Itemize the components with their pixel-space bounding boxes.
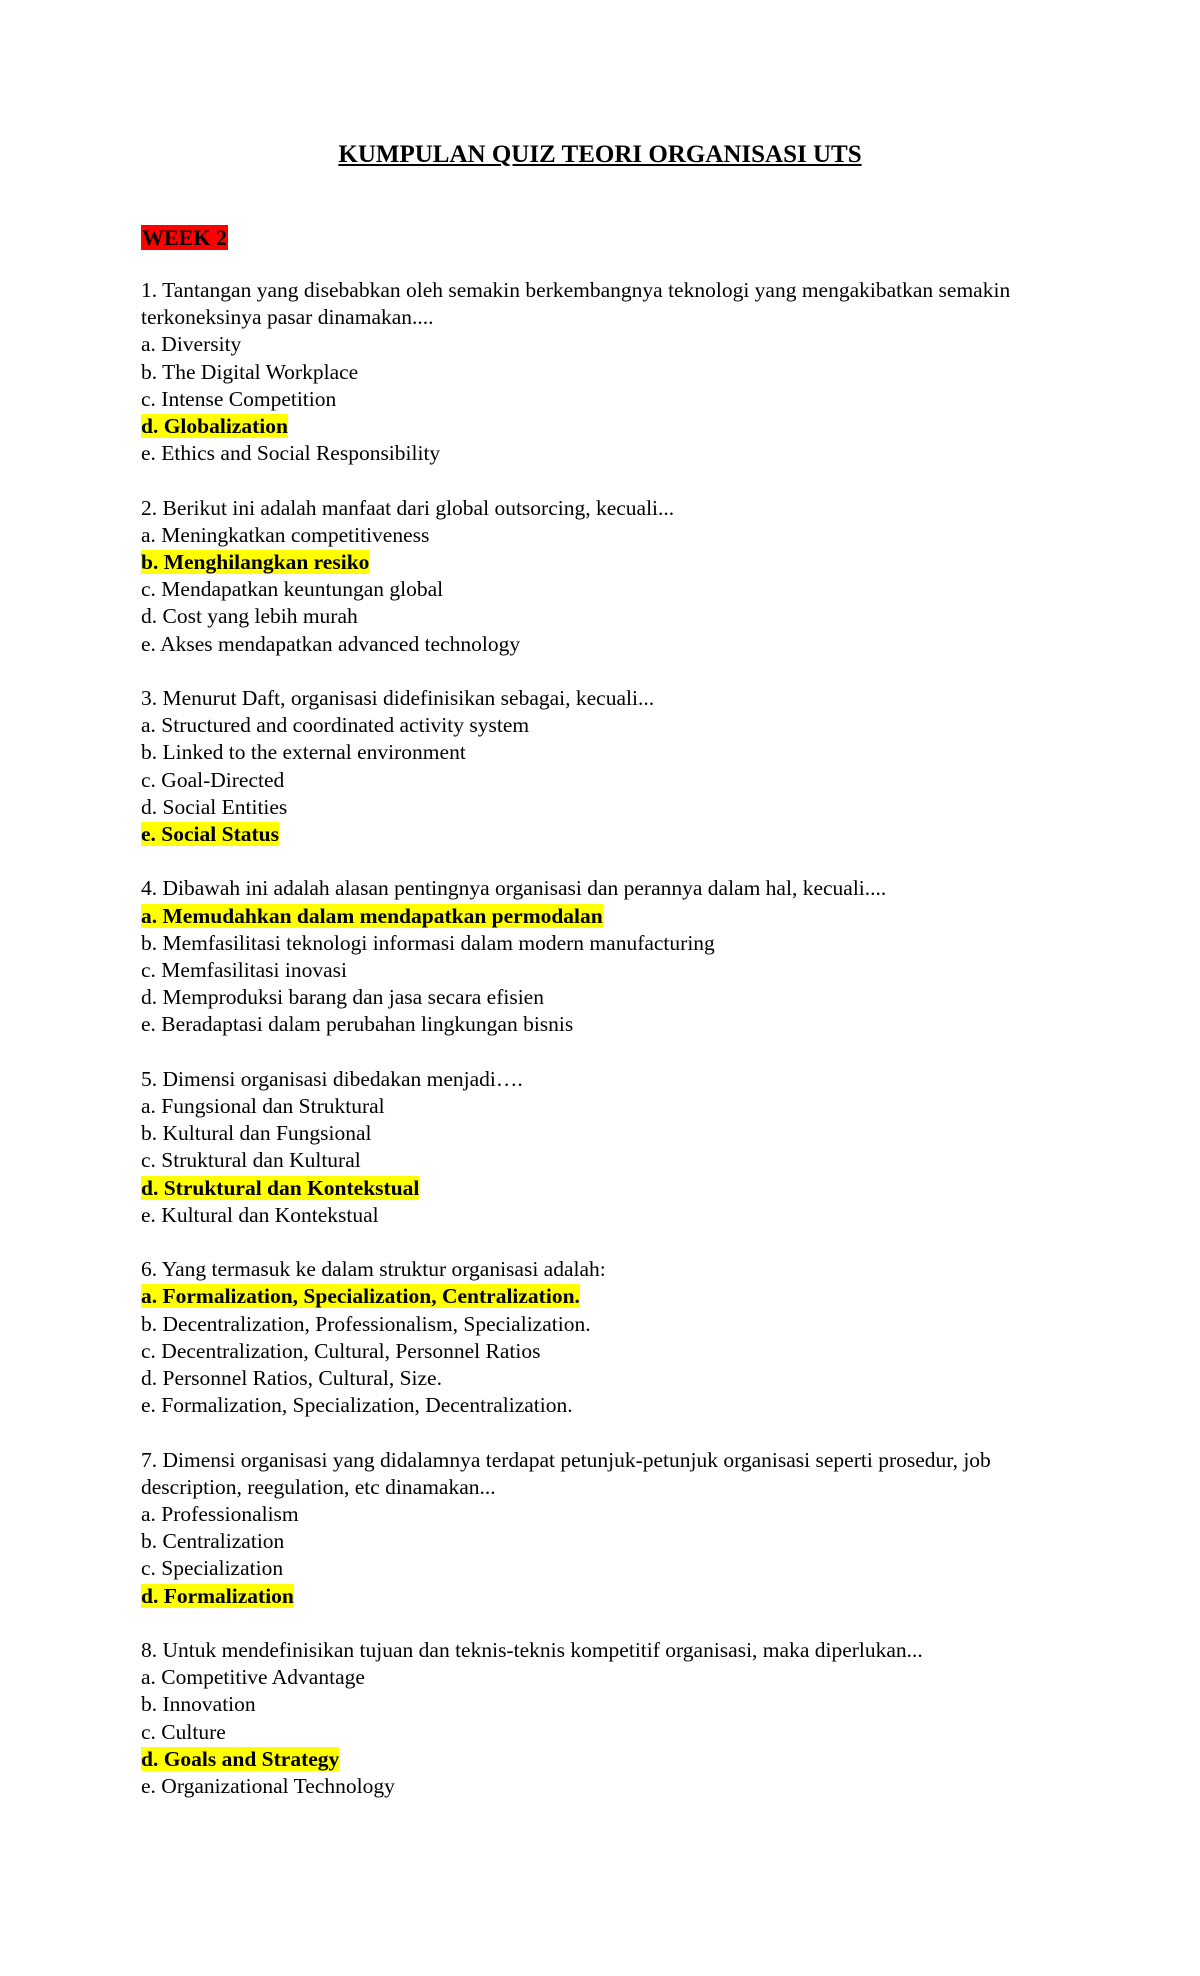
document-title: KUMPULAN QUIZ TEORI ORGANISASI UTS [338, 141, 862, 168]
question-7 [141, 1447, 1061, 1610]
answer-option [141, 1392, 1061, 1419]
answer-option [141, 957, 1061, 984]
answer-option-text: d. Cost yang lebih murah [141, 604, 358, 629]
answer-option [141, 1120, 1061, 1147]
week-label-text: WEEK 2 [142, 225, 227, 250]
answer-option [141, 1691, 1061, 1718]
question-text: 7. Dimensi organisasi yang didalamnya terdapat petunjuk-petunjuk organisasi seperti prosedur, job description, reegulation, etc dinamakan... [141, 1447, 991, 1499]
answer-option [141, 359, 1061, 386]
answer-option-text: e. Kultural dan Kontekstual [141, 1202, 379, 1227]
answer-option-text: d. Globalization [141, 414, 288, 439]
answer-option-text: d. Goals and Strategy [141, 1746, 340, 1771]
correct-answer-option [141, 821, 1061, 848]
answer-option [141, 1528, 1061, 1555]
answer-option [141, 1555, 1061, 1582]
answer-option-text: b. Innovation [141, 1692, 256, 1717]
answer-option [141, 386, 1061, 413]
answer-option [141, 1338, 1061, 1365]
correct-answer-option [141, 1746, 1061, 1773]
question-text: 4. Dibawah ini adalah alasan pentingnya organisasi dan perannya dalam hal, kecuali.... [141, 876, 887, 901]
answer-option-text: e. Beradaptasi dalam perubahan lingkungan bisnis [141, 1012, 574, 1037]
answer-option [141, 576, 1061, 603]
question-1 [141, 277, 1061, 467]
answer-option-text: c. Memfasilitasi inovasi [141, 958, 348, 983]
question-text: 3. Menurut Daft, organisasi didefinisikan sebagai, kecuali... [141, 686, 655, 711]
answer-option-text: a. Structured and coordinated activity system [141, 713, 530, 738]
answer-option-text: b. Centralization [141, 1529, 285, 1554]
answer-option-text: e. Ethics and Social Responsibility [141, 441, 441, 466]
answer-option-text: a. Diversity [141, 332, 242, 357]
week-label [141, 224, 228, 252]
answer-option [141, 1093, 1061, 1120]
question-5 [141, 1066, 1061, 1229]
question-8 [141, 1637, 1061, 1800]
answer-option [141, 712, 1061, 739]
question-4 [141, 875, 1061, 1038]
answer-option-text: b. Linked to the external environment [141, 740, 466, 765]
answer-option-text: b. Kultural dan Fungsional [141, 1121, 372, 1146]
answer-option-text: d. Personnel Ratios, Cultural, Size. [141, 1366, 442, 1391]
answer-option [141, 767, 1061, 794]
answer-option [141, 631, 1061, 658]
answer-option-text: a. Professionalism [141, 1502, 299, 1527]
answer-option-text: a. Competitive Advantage [141, 1665, 365, 1690]
answer-option [141, 1147, 1061, 1174]
answer-option-text: e. Social Status [141, 822, 279, 847]
answer-option [141, 440, 1061, 467]
answer-option [141, 603, 1061, 630]
question-text: 5. Dimensi organisasi dibedakan menjadi…. [141, 1066, 523, 1091]
answer-option [141, 1311, 1061, 1338]
question-text: 1. Tantangan yang disebabkan oleh semakin berkembangnya teknologi yang mengakibatkan semakin terkoneksinya pasar dinamakan.... [141, 278, 1011, 330]
correct-answer-option [141, 1175, 1061, 1202]
question-text: 2. Berikut ini adalah manfaat dari global outsorcing, kecuali... [141, 495, 675, 520]
answer-option [141, 331, 1061, 358]
answer-option-text: e. Organizational Technology [141, 1774, 395, 1799]
answer-option [141, 1011, 1061, 1038]
answer-option-text: e. Formalization, Specialization, Decentralization. [141, 1393, 573, 1418]
answer-option [141, 1719, 1061, 1746]
correct-answer-option [141, 1583, 1061, 1610]
question-text: 6. Yang termasuk ke dalam struktur organisasi adalah: [141, 1257, 606, 1282]
answer-option-text: a. Fungsional dan Struktural [141, 1094, 385, 1119]
answer-option-text: b. The Digital Workplace [141, 359, 359, 384]
answer-option-text: e. Akses mendapatkan advanced technology [141, 631, 521, 656]
correct-answer-option [141, 549, 1061, 576]
answer-option [141, 1664, 1061, 1691]
answer-option [141, 984, 1061, 1011]
answer-option-text: b. Decentralization, Professionalism, Specialization. [141, 1311, 591, 1336]
answer-option-text: b. Menghilangkan resiko [141, 550, 370, 575]
answer-option [141, 1202, 1061, 1229]
correct-answer-option [141, 1283, 1061, 1310]
answer-option-text: b. Memfasilitasi teknologi informasi dalam modern manufacturing [141, 930, 715, 955]
answer-option-text: a. Memudahkan dalam mendapatkan permodalan [141, 903, 603, 928]
answer-option [141, 1501, 1061, 1528]
question-2 [141, 495, 1061, 658]
answer-option [141, 930, 1061, 957]
question-3 [141, 685, 1061, 848]
answer-option [141, 739, 1061, 766]
answer-option [141, 1365, 1061, 1392]
answer-option [141, 522, 1061, 549]
answer-option-text: c. Specialization [141, 1556, 284, 1581]
question-text: 8. Untuk mendefinisikan tujuan dan teknis-teknis kompetitif organisasi, maka diperlukan... [141, 1638, 923, 1663]
answer-option-text: c. Goal-Directed [141, 767, 285, 792]
answer-option-text: d. Memproduksi barang dan jasa secara efisien [141, 985, 544, 1010]
question-6 [141, 1256, 1061, 1419]
answer-option-text: d. Struktural dan Kontekstual [141, 1175, 420, 1200]
question-list [141, 277, 1061, 1827]
answer-option-text: d. Formalization [141, 1583, 294, 1608]
answer-option-text: a. Meningkatkan competitiveness [141, 522, 430, 547]
answer-option-text: c. Struktural dan Kultural [141, 1148, 361, 1173]
answer-option-text: d. Social Entities [141, 794, 288, 819]
answer-option-text: c. Decentralization, Cultural, Personnel Ratios [141, 1338, 541, 1363]
answer-option-text: a. Formalization, Specialization, Centralization. [141, 1284, 580, 1309]
answer-option [141, 1773, 1061, 1800]
correct-answer-option [141, 903, 1061, 930]
answer-option-text: c. Intense Competition [141, 386, 337, 411]
answer-option-text: c. Culture [141, 1719, 226, 1744]
answer-option-text: c. Mendapatkan keuntungan global [141, 577, 444, 602]
answer-option [141, 794, 1061, 821]
correct-answer-option [141, 413, 1061, 440]
